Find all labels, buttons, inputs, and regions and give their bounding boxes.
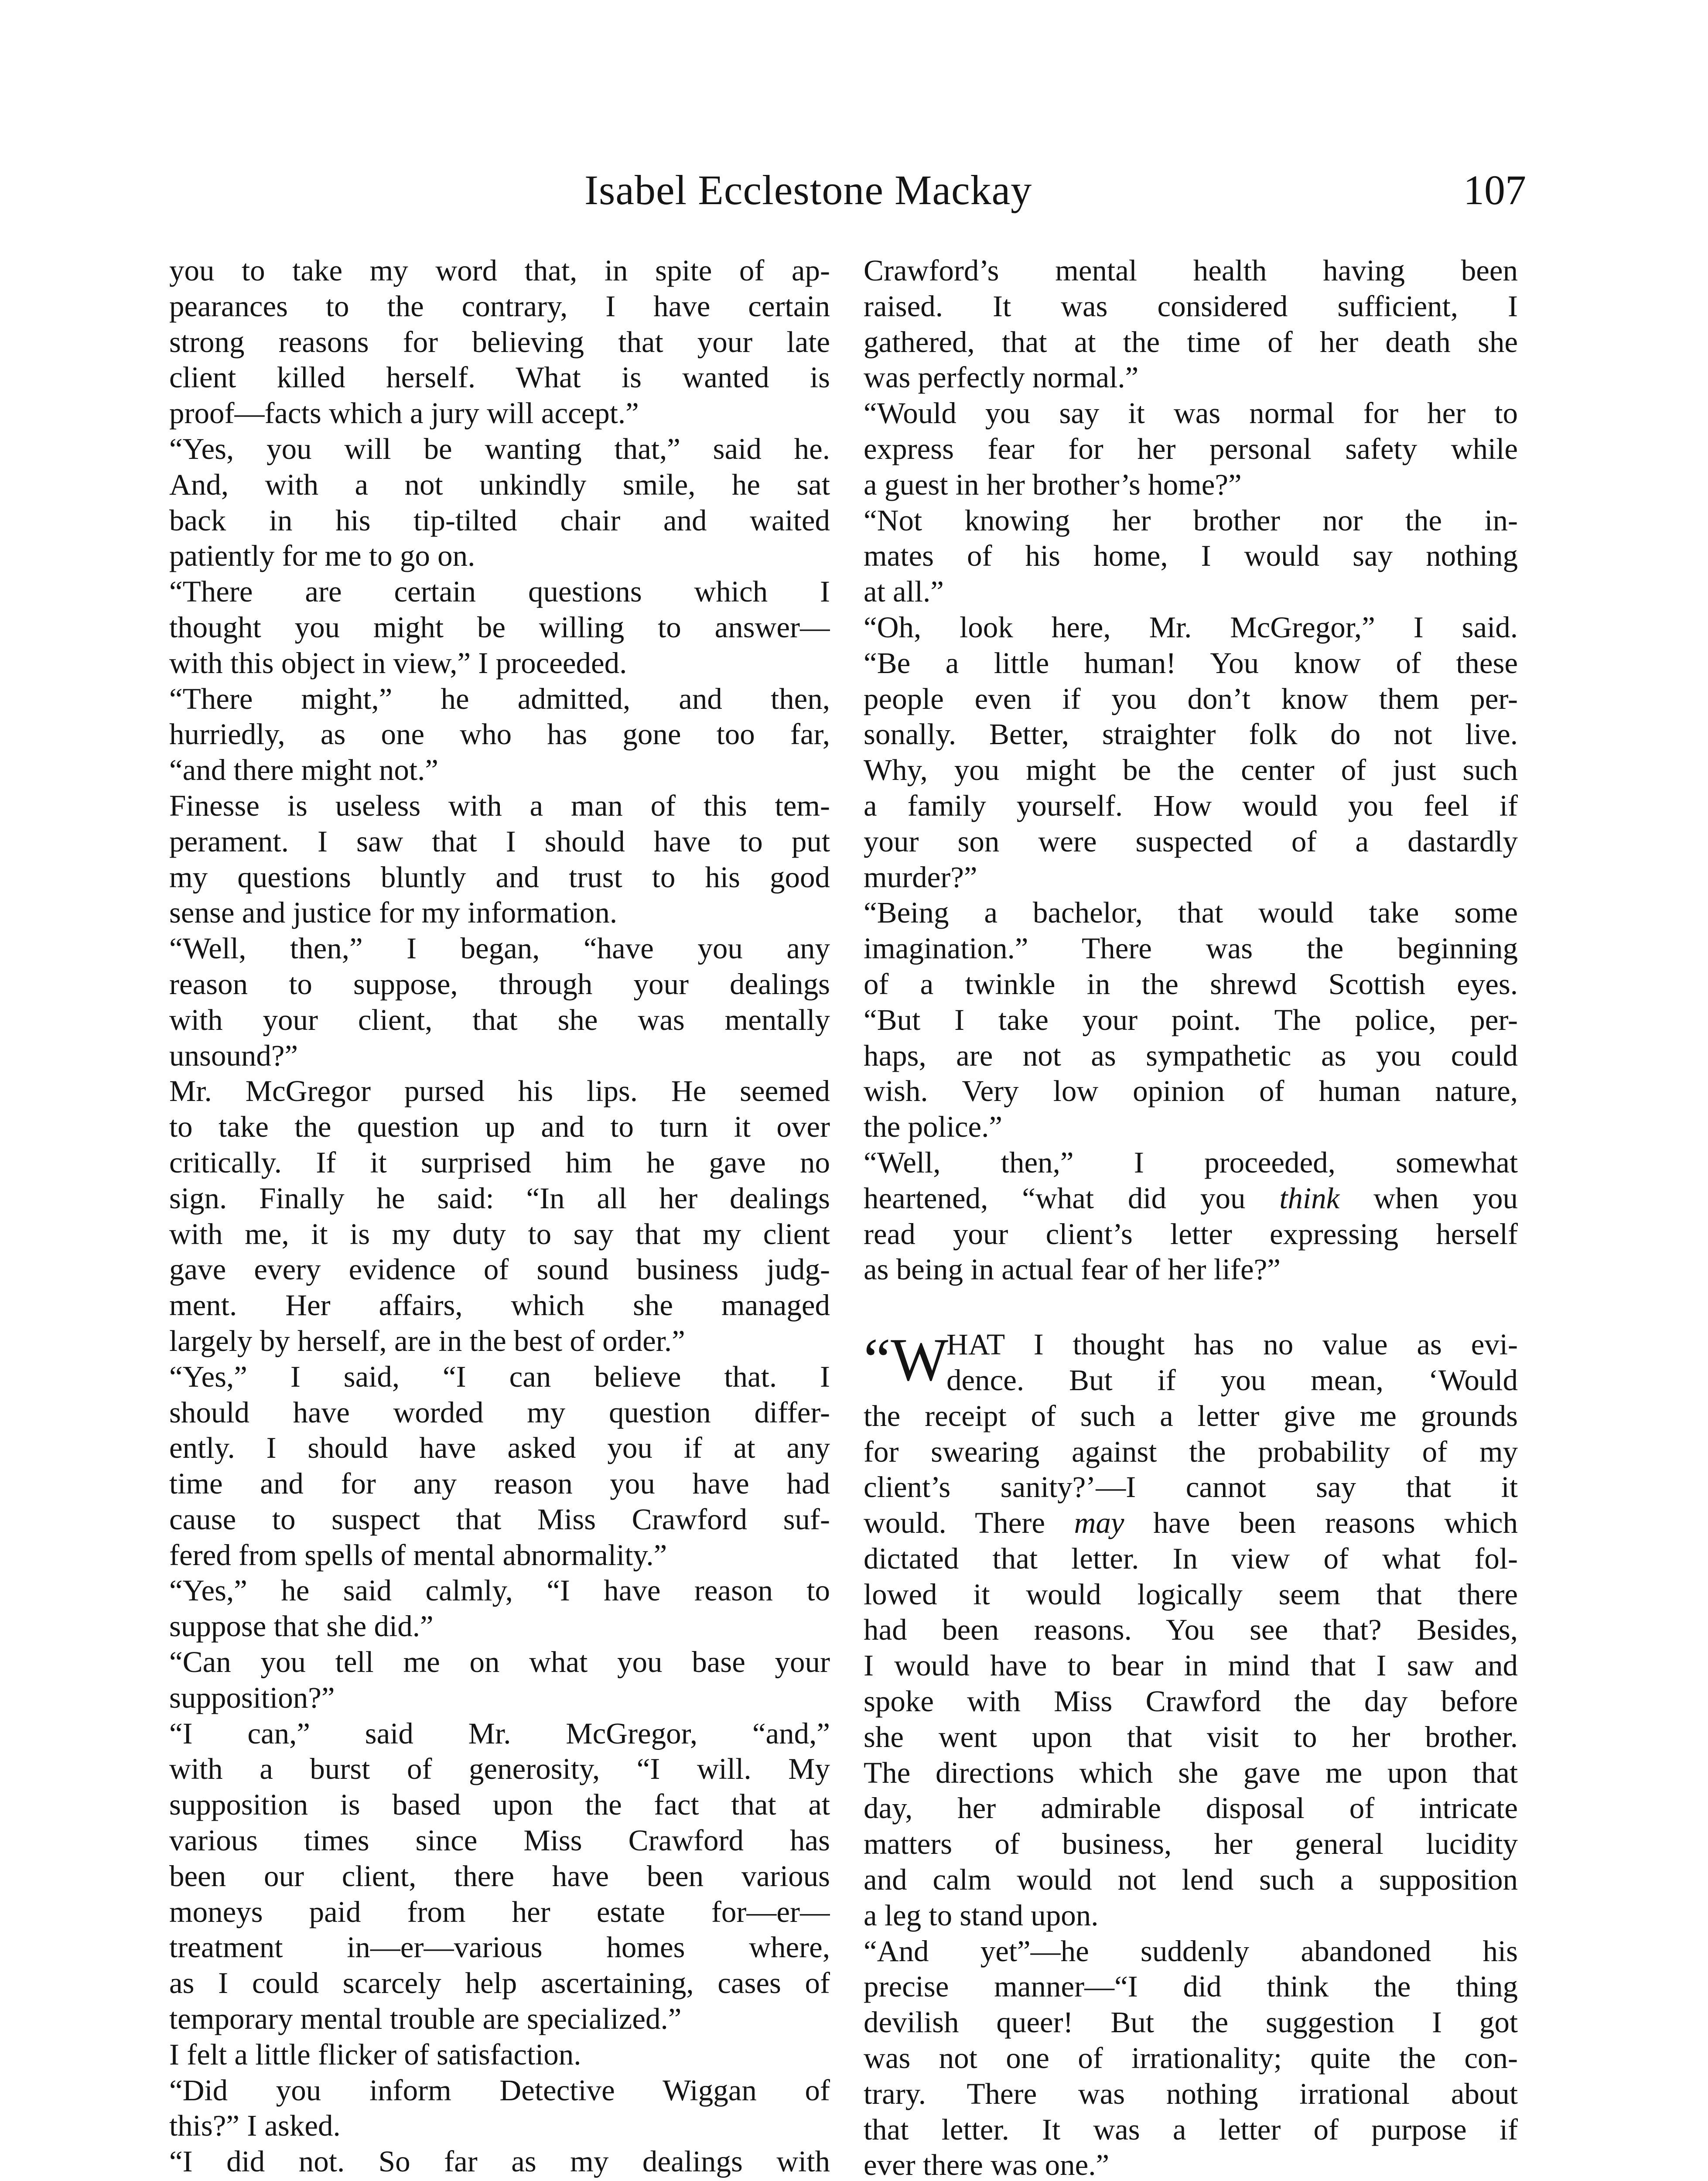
text-line: I would have to bear in mind that I saw and bbox=[864, 1649, 1518, 1682]
text-line: haps, are not as sympathetic as you could bbox=[864, 1039, 1518, 1072]
text-line: And, with a not unkindly smile, he sat bbox=[169, 468, 830, 501]
text-line: strong reasons for believing that your late bbox=[169, 325, 830, 359]
text-fragment: when you bbox=[1339, 1181, 1518, 1215]
text-line: reason to suppose, through your dealings bbox=[169, 967, 830, 1001]
text-line: as being in actual fear of her life?” bbox=[864, 1253, 1281, 1286]
text-line: this?” I asked. bbox=[169, 2109, 341, 2143]
text-line: temporary mental trouble are specialized.” bbox=[169, 2002, 682, 2036]
right-column-top-text bbox=[864, 253, 1518, 1145]
text-line: proof—facts which a jury will accept.” bbox=[169, 397, 639, 430]
text-line: I felt a little flicker of satisfaction. bbox=[169, 2037, 581, 2071]
text-line: sign. Finally he said: “In all her dealings bbox=[169, 1181, 830, 1215]
text-fragment: have been reasons which bbox=[1124, 1506, 1518, 1540]
text-line: the police.” bbox=[864, 1110, 1003, 1144]
page-number: 107 bbox=[1463, 167, 1526, 213]
text-line: “And yet”—he suddenly abandoned his bbox=[864, 1934, 1518, 1968]
text-line: “Yes, you will be wanting that,” said he. bbox=[169, 432, 830, 465]
text-line: you to take my word that, in spite of ap- bbox=[169, 254, 830, 287]
text-line: “But I take your point. The police, per- bbox=[864, 1003, 1518, 1036]
text-line: “There might,” he admitted, and then, bbox=[169, 682, 830, 715]
text-line: matters of business, her general lucidity bbox=[864, 1827, 1518, 1861]
text-line: “I did not. So far as my dealings with bbox=[169, 2145, 830, 2178]
text-line: “Not knowing her brother nor the in- bbox=[864, 503, 1518, 537]
text-line: “Being a bachelor, that would take some bbox=[864, 896, 1518, 930]
text-line: the receipt of such a letter give me grounds bbox=[864, 1399, 1518, 1432]
text-line: lowed it would logically seem that there bbox=[864, 1577, 1518, 1611]
text-line: “and there might not.” bbox=[169, 753, 438, 787]
text-line: a family yourself. How would you feel if bbox=[864, 789, 1518, 822]
text-line: she went upon that visit to her brother. bbox=[864, 1720, 1518, 1754]
text-line: people even if you don’t know them per- bbox=[864, 682, 1518, 715]
text-line: had been reasons. You see that? Besides, bbox=[864, 1613, 1518, 1647]
text-line: murder?” bbox=[864, 860, 977, 894]
text-line: with this object in view,” I proceeded. bbox=[169, 646, 627, 680]
text-line: “Be a little human! You know of these bbox=[864, 646, 1518, 680]
text-line bbox=[864, 1505, 1518, 1541]
text-line: sonally. Better, straighter folk do not live. bbox=[864, 718, 1518, 751]
text-line: of a twinkle in the shrewd Scottish eyes. bbox=[864, 967, 1518, 1001]
text-line: mates of his home, I would say nothing bbox=[864, 539, 1518, 573]
text-line: Why, you might be the center of just such bbox=[864, 753, 1518, 787]
text-line: suppose that she did.” bbox=[169, 1610, 434, 1643]
text-fragment: heartened, “what did you bbox=[864, 1181, 1280, 1215]
text-line: patiently for me to go on. bbox=[169, 539, 475, 573]
text-line: “Oh, look here, Mr. McGregor,” I said. bbox=[864, 610, 1518, 644]
text-line: Crawford’s mental health having been bbox=[864, 254, 1518, 287]
emphasis-think: think bbox=[1279, 1181, 1340, 1215]
drop-cap: “W bbox=[864, 1326, 949, 1394]
left-column bbox=[169, 253, 830, 2181]
text-line: gave every evidence of sound business judg- bbox=[169, 1253, 830, 1286]
text-line: “Can you tell me on what you base your bbox=[169, 1645, 830, 1679]
text-line: HAT I thought has no value as evi- bbox=[946, 1328, 1518, 1361]
text-line: various times since Miss Crawford has bbox=[169, 1824, 830, 1857]
text-line: ment. Her affairs, which she managed bbox=[169, 1289, 830, 1322]
drop-cap-paragraph-opening bbox=[864, 1327, 1518, 1398]
text-line: dictated that letter. In view of what fol- bbox=[864, 1542, 1518, 1575]
text-line: pearances to the contrary, I have certain bbox=[169, 289, 830, 323]
emphasis-may: may bbox=[1074, 1506, 1124, 1540]
text-line: Mr. McGregor pursed his lips. He seemed bbox=[169, 1074, 830, 1108]
text-line: spoke with Miss Crawford the day before bbox=[864, 1685, 1518, 1718]
text-line: with me, it is my duty to say that my client bbox=[169, 1217, 830, 1251]
right-column-section2-text-b bbox=[864, 1541, 1518, 2181]
text-line: with a burst of generosity, “I will. My bbox=[169, 1752, 830, 1786]
text-line: raised. It was considered sufficient, I bbox=[864, 289, 1518, 323]
text-line: perament. I saw that I should have to put bbox=[169, 824, 830, 858]
text-line: read your client’s letter expressing herself bbox=[864, 1217, 1518, 1251]
text-line: client’s sanity?’—I cannot say that it bbox=[864, 1470, 1518, 1504]
text-line: as I could scarcely help ascertaining, cases of bbox=[169, 1966, 830, 2000]
text-line: sense and justice for my information. bbox=[169, 896, 618, 930]
text-line: “Well, then,” I proceeded, somewhat bbox=[864, 1145, 1518, 1179]
text-fragment: would. There bbox=[864, 1506, 1074, 1540]
text-line: “Would you say it was normal for her to bbox=[864, 397, 1518, 430]
right-column-section2-text-a bbox=[864, 1398, 1518, 1505]
text-line: devilish queer! But the suggestion I got bbox=[864, 2006, 1518, 2039]
text-line: at all.” bbox=[864, 575, 944, 608]
text-line: my questions bluntly and trust to his good bbox=[169, 860, 830, 894]
text-line: thought you might be willing to answer— bbox=[169, 610, 830, 644]
text-line: was perfectly normal.” bbox=[864, 361, 1139, 394]
text-line: moneys paid from her estate for—er— bbox=[169, 1895, 830, 1928]
text-line: cause to suspect that Miss Crawford suf- bbox=[169, 1502, 830, 1536]
text-line: that letter. It was a letter of purpose if bbox=[864, 2113, 1518, 2146]
text-line: largely by herself, are in the best of order.” bbox=[169, 1324, 685, 1357]
text-line: trary. There was nothing irrational about bbox=[864, 2077, 1518, 2110]
text-line: Finesse is useless with a man of this tem- bbox=[169, 789, 830, 822]
text-line: express fear for her personal safety while bbox=[864, 432, 1518, 465]
text-line: hurriedly, as one who has gone too far, bbox=[169, 718, 830, 751]
text-line: critically. If it surprised him he gave no bbox=[169, 1145, 830, 1179]
text-line: your son were suspected of a dastardly bbox=[864, 824, 1518, 858]
text-line: “I can,” said Mr. McGregor, “and,” bbox=[169, 1716, 830, 1750]
text-line: “Yes,” I said, “I can believe that. I bbox=[169, 1360, 830, 1393]
text-line: treatment in—er—various homes where, bbox=[169, 1931, 830, 1964]
text-line: “Did you inform Detective Wiggan of bbox=[169, 2073, 830, 2107]
text-line: unsound?” bbox=[169, 1039, 298, 1072]
text-line: to take the question up and to turn it over bbox=[169, 1110, 830, 1144]
text-line: wish. Very low opinion of human nature, bbox=[864, 1074, 1518, 1108]
text-line: day, her admirable disposal of intricate bbox=[864, 1791, 1518, 1825]
running-head-author: Isabel Ecclestone Mackay bbox=[584, 167, 1032, 213]
text-line: with your client, that she was mentally bbox=[169, 1003, 830, 1036]
text-line: dence. But if you mean, ‘Would bbox=[946, 1363, 1518, 1397]
text-line: a leg to stand upon. bbox=[864, 1898, 1099, 1932]
text-line: ently. I should have asked you if at any bbox=[169, 1431, 830, 1465]
text-line: client killed herself. What is wanted is bbox=[169, 361, 830, 394]
text-line: precise manner—“I did think the thing bbox=[864, 1970, 1518, 2003]
text-line: “Well, then,” I began, “have you any bbox=[169, 932, 830, 965]
right-column bbox=[864, 253, 1518, 2181]
text-line bbox=[864, 1181, 1518, 1217]
text-line: was not one of irrationality; quite the con- bbox=[864, 2041, 1518, 2075]
text-line: “Yes,” he said calmly, “I have reason to bbox=[169, 1574, 830, 1607]
text-line: time and for any reason you have had bbox=[169, 1467, 830, 1501]
text-line: a guest in her brother’s home?” bbox=[864, 468, 1242, 501]
text-line: fered from spells of mental abnormality.” bbox=[169, 1538, 667, 1572]
text-line: should have worded my question differ- bbox=[169, 1395, 830, 1429]
text-line: gathered, that at the time of her death she bbox=[864, 325, 1518, 359]
text-line: back in his tip-tilted chair and waited bbox=[169, 503, 830, 537]
text-line: been our client, there have been various bbox=[169, 1859, 830, 1893]
text-line: ever there was one.” bbox=[864, 2148, 1110, 2181]
section-break bbox=[864, 1288, 1518, 1327]
text-line: imagination.” There was the beginning bbox=[864, 932, 1518, 965]
text-line: supposition is based upon the fact that at bbox=[169, 1788, 830, 1822]
text-line: and calm would not lend such a supposition bbox=[864, 1863, 1518, 1897]
text-line: The directions which she gave me upon that bbox=[864, 1756, 1518, 1789]
text-line: for swearing against the probability of my bbox=[864, 1435, 1518, 1468]
text-line: supposition?” bbox=[169, 1681, 335, 1714]
text-line: “There are certain questions which I bbox=[169, 575, 830, 608]
